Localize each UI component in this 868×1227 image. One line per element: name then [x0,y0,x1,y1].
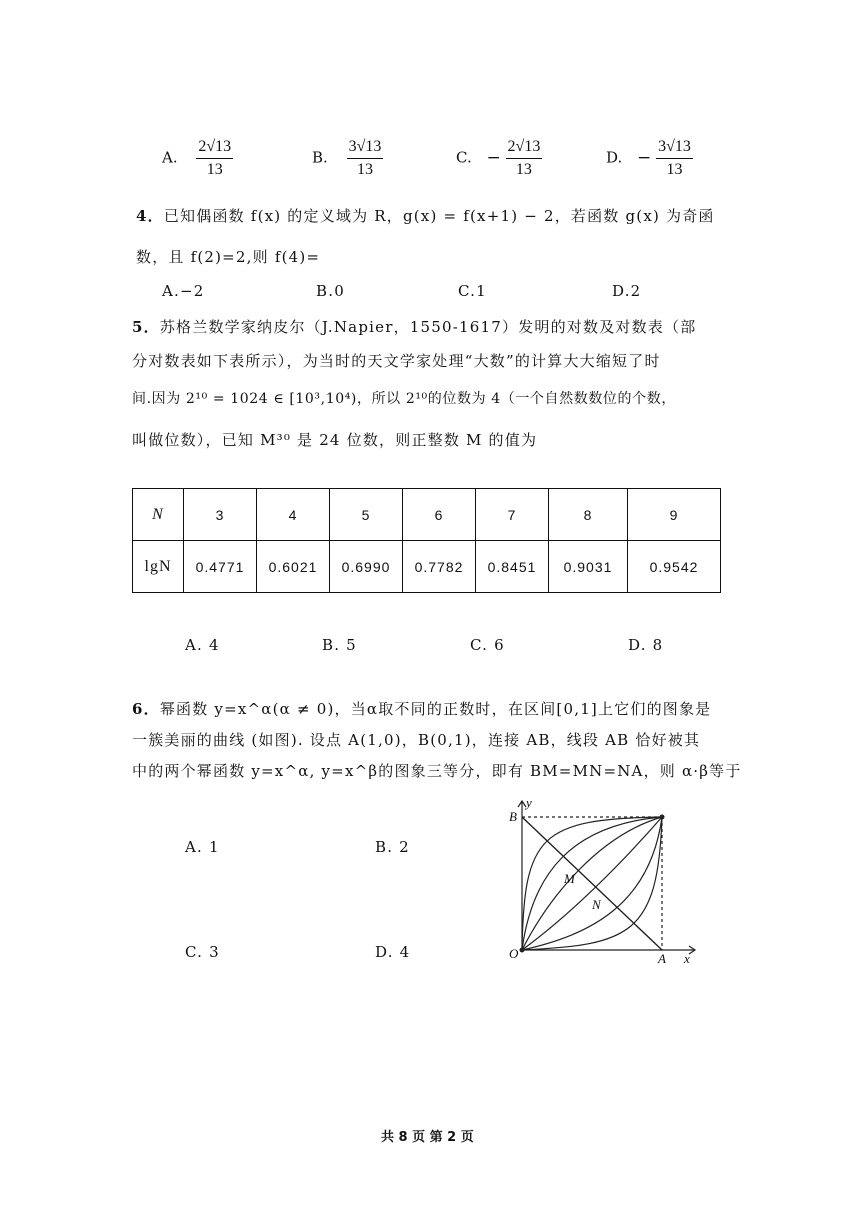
table-cell: 7 [476,489,549,541]
q4-option-c: C.1 [458,282,487,300]
q6-line2: 一簇美丽的曲线 (如图). 设点 A(1,0)，B(0,1)，连接 AB，线段 AB 恰好被其 [132,731,701,749]
table-cell: 0.4771 [184,541,257,593]
label-b: B [509,809,517,824]
q3-option-d: D. − $\frac{3√13}{13}$ [606,138,691,178]
q5-line4: 叫做位数），已知 M³⁰ 是 24 位数，则正整数 M 的值为 [132,431,538,449]
q5-line3: 间.因为 2¹⁰ = 1024 ∈ [10³,10⁴)，所以 2¹⁰的位数为 4（一个自然数数位的个数， [132,391,676,407]
table-cell: lgN [133,541,184,593]
label-n: N [592,897,601,912]
q5-line1: 5．苏格兰数学家纳皮尔（J.Napier，1550-1617）发明的对数及对数表（部 [132,318,697,336]
q5-option-b: B. 5 [322,636,357,654]
label-a: A [658,951,666,966]
table-cell: 4 [257,489,330,541]
q5-option-c: C. 6 [470,636,505,654]
power-function-figure [500,795,700,970]
table-cell: 0.6990 [330,541,403,593]
table-cell: N [133,489,184,541]
table-cell: 0.8451 [476,541,549,593]
table-cell: 0.9542 [628,541,721,593]
table-cell: 6 [403,489,476,541]
q3-option-a: A. $\frac{2√13}{13}$ [162,138,232,178]
q6-line1: 6．幂函数 y=x^α(α ≠ 0)，当α取不同的正数时，在区间[0,1]上它们的图象是 [132,700,712,718]
log-table [132,488,721,593]
table-cell: 0.7782 [403,541,476,593]
q3-option-c: C. − $\frac{2√13}{13}$ [456,138,541,178]
q4-option-a: A.−2 [162,282,205,300]
table-cell: 0.6021 [257,541,330,593]
q5-line2: 分对数表如下表所示），为当时的天文学家处理“大数”的计算大大缩短了时 [132,352,661,370]
table-cell: 9 [628,489,721,541]
label-o: O [509,946,519,961]
q4-line2: 数，且 f(2)=2,则 f(4)= [136,248,321,266]
table-cell: 5 [330,489,403,541]
q4-line1: 4．已知偶函数 f(x) 的定义域为 R，g(x) = f(x+1) − 2，若函数 g(x) 为奇函 [136,207,715,225]
q6-option-d: D. 4 [375,943,411,961]
label-x: x [684,951,690,966]
q4-option-d: D.2 [612,282,642,300]
q6-option-b: B. 2 [375,838,410,856]
q4-option-b: B.0 [316,282,345,300]
q5-option-a: A. 4 [185,636,220,654]
label-m: M [564,871,575,886]
page-footer: 共 8 页 第 2 页 [381,1130,474,1145]
q6-line3: 中的两个幂函数 y=x^α, y=x^β的图象三等分，即有 BM=MN=NA，则 α·β等于 [132,762,742,780]
q6-option-a: A. 1 [185,838,220,856]
origin-point [520,948,525,953]
table-row [133,541,721,593]
q5-option-d: D. 8 [628,636,664,654]
table-cell: 8 [549,489,628,541]
table-cell: 0.9031 [549,541,628,593]
q3-option-b: B. $\frac{3√13}{13}$ [312,138,382,178]
label-y: y [526,795,532,810]
q6-option-c: C. 3 [185,943,220,961]
point-11 [660,815,665,820]
table-cell: 3 [184,489,257,541]
table-row [133,489,721,541]
